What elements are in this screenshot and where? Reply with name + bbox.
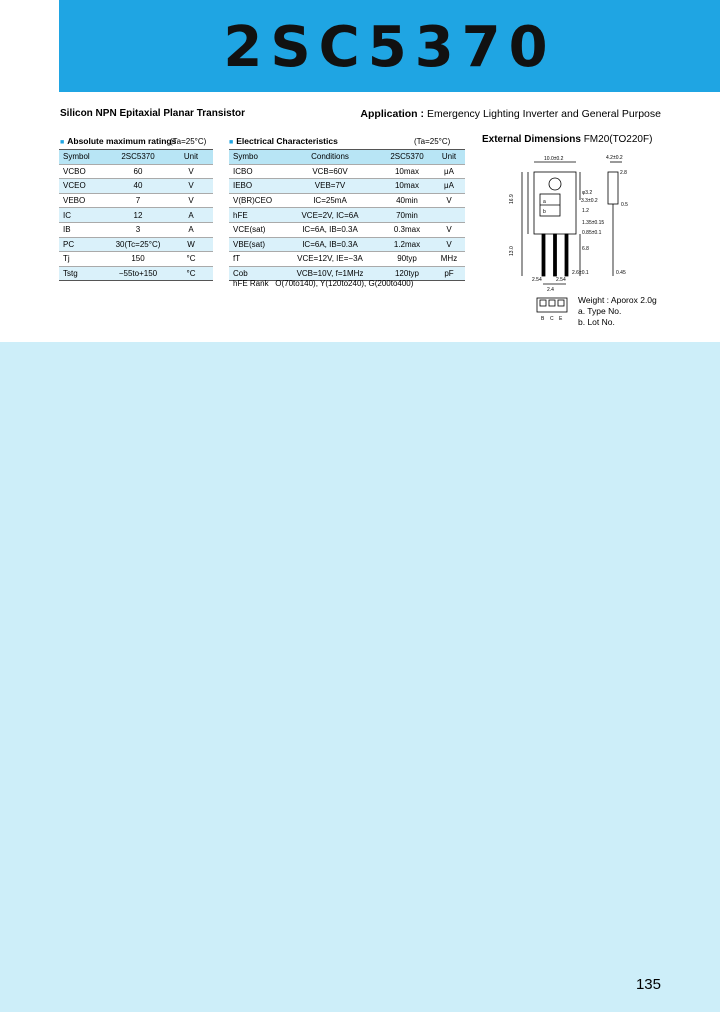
elec-char-table: [229, 149, 465, 281]
table-cell: 30(Tc=25°C): [107, 237, 169, 252]
col-header: 2SC5370: [381, 150, 433, 165]
table-cell: V: [169, 179, 213, 194]
dim-label: 13.0: [509, 246, 515, 256]
table-cell: VCE(sat): [229, 222, 279, 237]
table-cell: A: [169, 222, 213, 237]
table-row: [59, 164, 213, 179]
application-text: Emergency Lighting Inverter and General Purpose: [426, 108, 661, 120]
table-row: [59, 237, 213, 252]
table-row: [229, 208, 465, 223]
table-cell: VCE=2V, IC=6A: [279, 208, 381, 223]
col-header: Symbo: [229, 150, 279, 165]
table-row: [59, 266, 213, 281]
dim-label: 2.6±0.1: [572, 270, 589, 276]
table-cell: ICBO: [229, 164, 279, 179]
pin-label: B: [541, 316, 545, 322]
weight-note: Weight : Aporox 2.0g: [578, 295, 657, 305]
dim-label: 0.85±0.1: [582, 230, 602, 236]
dim-label: 1.2: [582, 208, 589, 214]
col-header: 2SC5370: [107, 150, 169, 165]
table-row: [59, 208, 213, 223]
lead-c: [554, 234, 557, 276]
dim-label: 2.8: [620, 170, 627, 176]
table-cell: MHz: [433, 252, 465, 267]
device-description: Silicon NPN Epitaxial Planar Transistor: [60, 108, 246, 119]
abs-max-condition: (Ta=25°C): [170, 137, 207, 146]
dim-label: 2.54: [532, 277, 542, 283]
table-cell: 70min: [381, 208, 433, 223]
table-row: [59, 193, 213, 208]
col-header: Symbol: [59, 150, 107, 165]
mounting-hole-icon: [549, 178, 561, 190]
table-row: [59, 179, 213, 194]
table-row: [229, 252, 465, 267]
table-cell: VCEO: [59, 179, 107, 194]
table-cell: VCB=10V, f=1MHz: [279, 266, 381, 281]
package-notes: [578, 295, 657, 328]
table-cell: A: [169, 208, 213, 223]
table-cell: V: [433, 193, 465, 208]
dim-label: 0.45: [616, 270, 626, 276]
col-header: Unit: [433, 150, 465, 165]
table-row: [59, 222, 213, 237]
external-dimensions-title: External Dimensions FM20(TO220F): [482, 134, 653, 145]
table-cell: 7: [107, 193, 169, 208]
table-cell: IB: [59, 222, 107, 237]
side-view-body: [608, 172, 618, 204]
table-cell: 10max: [381, 164, 433, 179]
table-cell: VCE=12V, IE=−3A: [279, 252, 381, 267]
lead-e: [565, 234, 568, 276]
title-banner: [59, 0, 720, 92]
pin-label: C: [550, 316, 554, 322]
application-line: [360, 108, 661, 120]
table-cell: VEB=7V: [279, 179, 381, 194]
dim-label: 4.2±0.2: [606, 155, 623, 161]
dim-label: 10.0±0.2: [544, 156, 564, 162]
table-cell: [433, 208, 465, 223]
table-cell: °C: [169, 266, 213, 281]
table-cell: μA: [433, 179, 465, 194]
table-cell: 0.3max: [381, 222, 433, 237]
table-cell: 3: [107, 222, 169, 237]
table-cell: IEBO: [229, 179, 279, 194]
hfe-rank-line: [233, 279, 413, 288]
table-cell: hFE: [229, 208, 279, 223]
table-cell: VBE(sat): [229, 237, 279, 252]
table-cell: VEBO: [59, 193, 107, 208]
page-number: 135: [635, 976, 661, 993]
table-cell: 10max: [381, 179, 433, 194]
pin-label: E: [559, 316, 563, 322]
col-header: Conditions: [279, 150, 381, 165]
elec-heading: ■ Electrical Characteristics: [229, 136, 338, 146]
table-cell: 150: [107, 252, 169, 267]
table-cell: VCBO: [59, 164, 107, 179]
table-cell: pF: [433, 266, 465, 281]
dim-label: 1.35±0.15: [582, 220, 605, 226]
table-row: [229, 179, 465, 194]
package-name: FM20(TO220F): [583, 134, 653, 145]
table-cell: V: [169, 164, 213, 179]
hfe-rank-label: hFE Rank: [233, 279, 269, 288]
col-header: Unit: [169, 150, 213, 165]
table-row: [229, 164, 465, 179]
table-cell: 1.2max: [381, 237, 433, 252]
table-cell: VCB=60V: [279, 164, 381, 179]
dim-label: 2.4: [547, 287, 554, 293]
table-cell: 40: [107, 179, 169, 194]
table-cell: IC=6A, IB=0.3A: [279, 237, 381, 252]
elec-condition: (Ta=25°C): [414, 137, 451, 146]
table-row: [229, 222, 465, 237]
dim-label: 6.8: [582, 246, 589, 252]
table-cell: 40min: [381, 193, 433, 208]
table-cell: 60: [107, 164, 169, 179]
dim-label: φ3.2: [582, 190, 593, 196]
table-cell: −55to+150: [107, 266, 169, 281]
abs-max-table: [59, 149, 213, 281]
table-cell: Tstg: [59, 266, 107, 281]
table-cell: μA: [433, 164, 465, 179]
table-row: [229, 193, 465, 208]
table-cell: V: [433, 237, 465, 252]
table-row: [59, 252, 213, 267]
table-cell: V: [169, 193, 213, 208]
table-cell: 90typ: [381, 252, 433, 267]
table-cell: Cob: [229, 266, 279, 281]
table-cell: PC: [59, 237, 107, 252]
table-cell: Tj: [59, 252, 107, 267]
hfe-rank-text: O(70to140), Y(120to240), G(200to400): [275, 279, 414, 288]
abs-max-heading: ■ Absolute maximum ratings: [60, 136, 177, 146]
table-cell: °C: [169, 252, 213, 267]
application-label: Application :: [360, 108, 425, 120]
lead-b: [542, 234, 545, 276]
bullet-icon: ■: [60, 139, 65, 146]
mark-label: a: [543, 199, 546, 205]
table-cell: IC=6A, IB=0.3A: [279, 222, 381, 237]
table-cell: fT: [229, 252, 279, 267]
bullet-icon: ■: [229, 139, 234, 146]
mark-label: b: [543, 209, 546, 215]
table-cell: W: [169, 237, 213, 252]
table-row: [229, 237, 465, 252]
dim-label: 0.5: [621, 202, 628, 208]
lot-note: b. Lot No.: [578, 317, 615, 327]
table-cell: 120typ: [381, 266, 433, 281]
table-cell: IC: [59, 208, 107, 223]
type-note: a. Type No.: [578, 306, 622, 316]
dim-label: 16.9: [509, 194, 515, 204]
table-cell: V(BR)CEO: [229, 193, 279, 208]
part-number-title: 2SC5370: [223, 15, 556, 80]
table-cell: IC=25mA: [279, 193, 381, 208]
dim-label: 3.3±0.2: [581, 198, 598, 204]
table-cell: 12: [107, 208, 169, 223]
table-cell: V: [433, 222, 465, 237]
dim-label: 2.54: [556, 277, 566, 283]
